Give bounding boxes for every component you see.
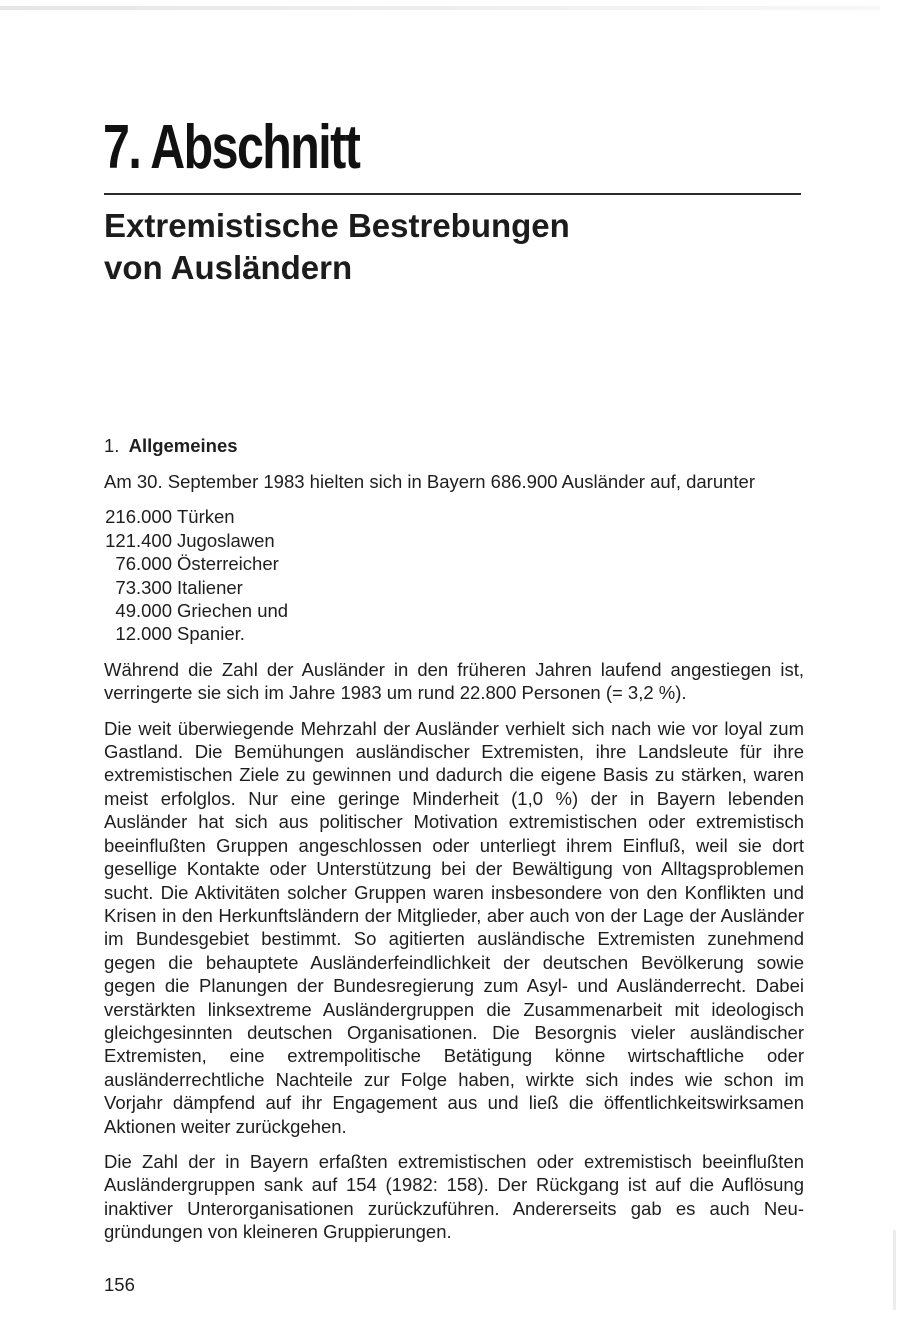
subsection-heading: [104, 434, 804, 458]
list-item: [104, 622, 804, 645]
page-number: 156: [104, 1274, 135, 1295]
stat-nationality: Jugoslawen: [177, 529, 275, 551]
chapter-title-line-2: von Ausländern: [104, 249, 353, 286]
stat-nationality: Spanier.: [177, 623, 245, 645]
scan-edge-top: [0, 6, 880, 10]
stat-count: 49.000: [115, 600, 172, 622]
list-item: [104, 505, 804, 528]
title-divider: [104, 193, 801, 195]
chapter-title: [104, 205, 570, 289]
paragraph-population-change: Während die Zahl der Ausländer in den früheren Jahren laufend angestiegen ist, verringerte sie sich im Jahre 1983 um rund 22.800 Personen (= 3,2 %).: [104, 658, 804, 704]
chapter-title-line-1: Extremistische Bestrebungen: [104, 207, 570, 244]
nationality-statistics-list: [104, 505, 804, 645]
list-item: [104, 599, 804, 622]
stat-count: 216.000: [105, 506, 172, 528]
stat-nationality: Griechen und: [177, 600, 289, 622]
scan-edge-right: [893, 1230, 896, 1310]
stat-nationality: Österreicher: [177, 553, 279, 575]
list-item: [104, 552, 804, 575]
stat-count: 76.000: [115, 553, 172, 575]
stat-nationality: Italiener: [177, 576, 243, 598]
stat-count: 12.000: [115, 623, 172, 645]
paragraph-extremism-overview: Die weit überwiegende Mehrzahl der Ausländer verhielt sich nach wie vor loyal zum Gastland. Die Bemühungen ausländischer Extremisten, ihre Landsleute für ihre extremistischen Ziele zu gewinnen und dadurch die eigene Basis zu stärken, waren meist erfolglos. Nur eine geringe Minderheit (1,0 %) der in Bayern lebenden Ausländer hat sich aus politischer Motivation extremistischen oder extremistisch beeinflußten Gruppen angeschlossen oder unterliegt ihrem Einfluß, weil sie dort gesellige Kontakte oder Unterstützung bei der Bewältigung von Alltagsproblemen sucht. Die Aktivitäten solcher Gruppen waren insbesondere von den Konflikten und Krisen in den Herkunftsländern der Mitglieder, aber auch von der Lage der Ausländer im Bundesgebiet bestimmt. So agitierten ausländische Extremisten zunehmend gegen die behauptete Ausländerfeindlichkeit der deutschen Bevölkerung sowie gegen die Planungen der Bundesregierung zum Asyl- und Ausländerrecht. Dabei verstärkten linksextreme Ausländergruppen die Zusammenarbeit mit ideologisch gleichgesinnten deutschen Organisationen. Die Besorgnis vieler ausländischer Extremisten, eine extrempolitische Betätigung könne wirtschaftliche oder ausländerrechtliche Nachteile zur Folge haben, wirkte sich indes wie schon im Vorjahr dämpfend auf ihr Engagement aus und ließ die öffentlichkeitswirksamen Aktionen weiter zurückgehen.: [104, 717, 804, 1137]
subsection-number: 1.: [104, 435, 120, 456]
stat-count: 73.300: [115, 576, 172, 598]
list-item: [104, 529, 804, 552]
body-content: [104, 434, 804, 1256]
stat-nationality: Türken: [177, 506, 235, 528]
intro-paragraph: Am 30. September 1983 hielten sich in Bayern 686.900 Ausländer auf, darunter: [104, 471, 756, 492]
subsection-title: Allgemeines: [128, 435, 238, 456]
section-number-heading: 7. Abschnitt: [103, 113, 360, 182]
stat-count: 121.400: [105, 529, 172, 551]
list-item: [104, 576, 804, 599]
paragraph-group-count: Die Zahl der in Bayern erfaßten extremistischen oder extremistisch beeinflußten Ausländergruppen sank auf 154 (1982: 158). Der Rückgang ist auf die Auflösung inaktiver Unterorganisationen zurückzuführen. Andererseits gab es auch Neugründungen von kleineren Gruppierungen.: [104, 1150, 804, 1243]
